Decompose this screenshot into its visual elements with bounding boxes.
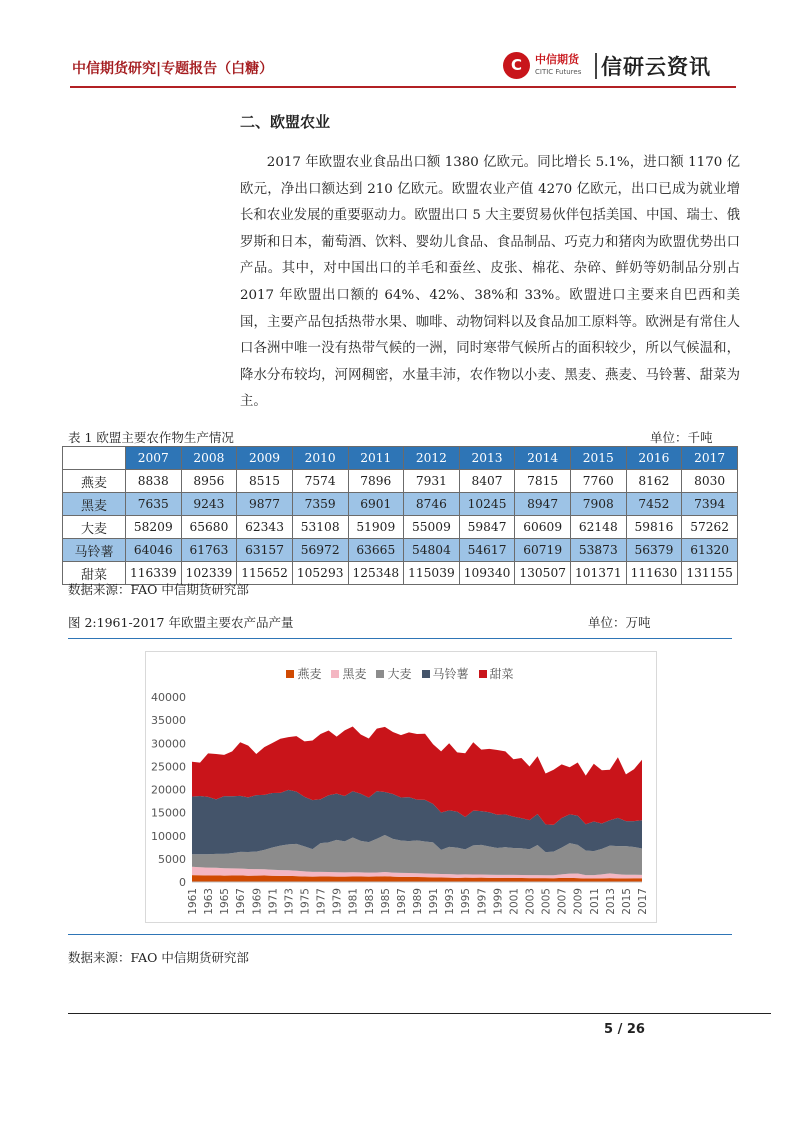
table-cell: 105293 bbox=[292, 562, 348, 585]
figure-source: 数据来源：FAO 中信期货研究部 bbox=[68, 950, 249, 965]
table-cell: 9877 bbox=[237, 493, 293, 516]
figure-unit: 单位：万吨 bbox=[588, 615, 651, 630]
x-tick-label: 1981 bbox=[347, 888, 360, 915]
row-crop-name: 大麦 bbox=[63, 516, 126, 539]
table-cell: 10245 bbox=[459, 493, 515, 516]
legend-label: 黑麦 bbox=[342, 667, 367, 681]
legend-swatch bbox=[479, 670, 487, 678]
legend-item bbox=[479, 667, 514, 681]
y-tick-label: 25000 bbox=[151, 760, 186, 774]
crop-production-table bbox=[62, 446, 738, 585]
table-cell: 7908 bbox=[571, 493, 627, 516]
table-cell: 7394 bbox=[682, 493, 738, 516]
x-tick-label: 1983 bbox=[363, 888, 376, 915]
table-cell: 8515 bbox=[237, 470, 293, 493]
x-tick-label: 2011 bbox=[588, 888, 601, 915]
table-row bbox=[63, 470, 738, 493]
x-tick-label: 1977 bbox=[315, 888, 328, 915]
table-cell: 55009 bbox=[404, 516, 460, 539]
table-cell: 58209 bbox=[126, 516, 182, 539]
row-crop-name: 马铃薯 bbox=[63, 539, 126, 562]
table-cell: 53108 bbox=[292, 516, 348, 539]
table-cell: 65680 bbox=[181, 516, 237, 539]
table-cell: 56379 bbox=[626, 539, 682, 562]
table-cell: 62343 bbox=[237, 516, 293, 539]
x-tick-label: 1991 bbox=[428, 888, 441, 915]
table-cell: 51909 bbox=[348, 516, 404, 539]
figure-caption: 图 2:1961-2017 年欧盟主要农产品产量 bbox=[68, 615, 294, 630]
table-cell: 6901 bbox=[348, 493, 404, 516]
x-tick-label: 1989 bbox=[412, 888, 424, 915]
table-cell: 115039 bbox=[404, 562, 460, 585]
table-corner-cell bbox=[63, 447, 126, 470]
legend-swatch bbox=[376, 670, 384, 678]
table-header-row bbox=[63, 447, 738, 470]
table-cell: 7815 bbox=[515, 470, 571, 493]
y-tick-label: 20000 bbox=[151, 783, 186, 797]
table-row bbox=[63, 539, 738, 562]
x-tick-label: 2003 bbox=[524, 888, 537, 915]
year-header: 2009 bbox=[237, 447, 293, 470]
table-cell: 61320 bbox=[682, 539, 738, 562]
citic-logo bbox=[503, 48, 733, 84]
table-cell: 102339 bbox=[181, 562, 237, 585]
table-cell: 8838 bbox=[126, 470, 182, 493]
table-cell: 60609 bbox=[515, 516, 571, 539]
row-crop-name: 燕麦 bbox=[63, 470, 126, 493]
y-tick-label: 35000 bbox=[151, 714, 186, 728]
footer-rule bbox=[68, 1013, 771, 1014]
table-cell: 60719 bbox=[515, 539, 571, 562]
x-tick-label: 2007 bbox=[556, 888, 569, 915]
table-cell: 101371 bbox=[571, 562, 627, 585]
table-cell: 54617 bbox=[459, 539, 515, 562]
chart-legend bbox=[145, 665, 655, 682]
table-cell: 57262 bbox=[682, 516, 738, 539]
y-tick-label: 15000 bbox=[151, 806, 186, 820]
table-row bbox=[63, 493, 738, 516]
table-cell: 7931 bbox=[404, 470, 460, 493]
y-tick-label: 40000 bbox=[151, 691, 186, 704]
table-cell: 9243 bbox=[181, 493, 237, 516]
x-tick-label: 2017 bbox=[637, 888, 649, 915]
year-header: 2008 bbox=[181, 447, 237, 470]
x-tick-label: 1973 bbox=[283, 888, 296, 915]
table-cell: 56972 bbox=[292, 539, 348, 562]
table-cell: 59816 bbox=[626, 516, 682, 539]
table-cell: 7635 bbox=[126, 493, 182, 516]
year-header: 2017 bbox=[682, 447, 738, 470]
table-cell: 8746 bbox=[404, 493, 460, 516]
table-cell: 53873 bbox=[571, 539, 627, 562]
table-cell: 7574 bbox=[292, 470, 348, 493]
logo-divider bbox=[595, 53, 597, 79]
table-cell: 130507 bbox=[515, 562, 571, 585]
table-cell: 8407 bbox=[459, 470, 515, 493]
legend-label: 甜菜 bbox=[489, 667, 514, 681]
table-cell: 7359 bbox=[292, 493, 348, 516]
y-tick-label: 10000 bbox=[151, 829, 186, 843]
table-cell: 8947 bbox=[515, 493, 571, 516]
x-tick-label: 1975 bbox=[299, 888, 312, 915]
legend-item bbox=[286, 667, 321, 681]
table-cell: 54804 bbox=[404, 539, 460, 562]
legend-swatch bbox=[286, 670, 294, 678]
table-unit: 单位：千吨 bbox=[650, 430, 713, 445]
table-cell: 109340 bbox=[459, 562, 515, 585]
year-header: 2013 bbox=[459, 447, 515, 470]
legend-item bbox=[331, 667, 366, 681]
legend-swatch bbox=[422, 670, 430, 678]
table-cell: 8956 bbox=[181, 470, 237, 493]
x-tick-label: 2013 bbox=[604, 888, 617, 915]
table-cell: 63665 bbox=[348, 539, 404, 562]
table-cell: 7452 bbox=[626, 493, 682, 516]
page-number: 5 / 26 bbox=[604, 1022, 645, 1037]
x-tick-label: 1963 bbox=[203, 888, 216, 915]
section-heading: 二、欧盟农业 bbox=[240, 113, 331, 131]
report-header-title: 中信期货研究|专题报告（白糖） bbox=[72, 61, 274, 77]
chart-canvas bbox=[146, 652, 656, 922]
year-header: 2011 bbox=[348, 447, 404, 470]
x-tick-label: 2005 bbox=[540, 888, 553, 915]
legend-label: 大麦 bbox=[387, 667, 412, 681]
stacked-area-chart bbox=[145, 651, 657, 923]
year-header: 2012 bbox=[404, 447, 460, 470]
legend-item bbox=[376, 667, 411, 681]
table-cell: 131155 bbox=[682, 562, 738, 585]
x-tick-label: 1979 bbox=[331, 888, 344, 915]
row-crop-name: 甜菜 bbox=[63, 562, 126, 585]
x-tick-label: 2009 bbox=[572, 888, 585, 915]
x-tick-label: 1967 bbox=[235, 888, 248, 915]
x-tick-label: 1965 bbox=[219, 888, 232, 915]
body-paragraph: 2017 年欧盟农业食品出口额 1380 亿欧元。同比增长 5.1%，进口额 1170 亿欧元，净出口额达到 210 亿欧元。欧盟农业产值 4270 亿欧元，出口已成为就业增长和农业发展的重要驱动力。欧盟出口 5 大主要贸易伙伴包括美国、中国、瑞士、俄罗斯和日本，葡萄酒、饮料、婴幼儿食品、食品制品、巧克力和猪肉为欧盟优势出口产品。其中，对中国出口的羊毛和蚕丝、皮张、棉花、杂碎、鲜奶等奶制品分别占 2017 年欧盟出口额的 64%、42%、38%和 33%。欧盟进口主要来自巴西和美国，主要产品包括热带水果、咖啡、动物饲料以及食品加工原料等。欧洲是有常住人口各洲中唯一没有热带气候的一洲，同时寒带气候所占的面积较少，所以气候温和，降水分布较均，河网稠密，水量丰沛，农作物以小麦、黑麦、燕麦、马铃薯、甜菜为主。 bbox=[240, 155, 740, 410]
table-source: 数据来源：FAO 中信期货研究部 bbox=[68, 582, 249, 597]
x-tick-label: 1993 bbox=[444, 888, 457, 915]
table-cell: 8030 bbox=[682, 470, 738, 493]
header-rule bbox=[70, 86, 736, 88]
table-cell: 59847 bbox=[459, 516, 515, 539]
table-cell: 8162 bbox=[626, 470, 682, 493]
year-header: 2007 bbox=[126, 447, 182, 470]
x-tick-label: 1985 bbox=[379, 888, 392, 915]
year-header: 2015 bbox=[571, 447, 627, 470]
year-header: 2014 bbox=[515, 447, 571, 470]
x-tick-label: 1969 bbox=[251, 888, 264, 915]
logo-en-text: CITIC Futures bbox=[535, 68, 582, 76]
figure-rule-top bbox=[68, 638, 732, 639]
y-tick-label: 0 bbox=[179, 876, 186, 889]
table-cell: 63157 bbox=[237, 539, 293, 562]
table-cell: 61763 bbox=[181, 539, 237, 562]
x-tick-label: 1971 bbox=[267, 888, 280, 915]
year-header: 2010 bbox=[292, 447, 348, 470]
brand-name: 信研云资讯 bbox=[601, 55, 711, 79]
legend-label: 燕麦 bbox=[297, 667, 322, 681]
legend-label: 马铃薯 bbox=[432, 667, 469, 681]
figure-rule-bottom bbox=[68, 934, 732, 935]
row-crop-name: 黑麦 bbox=[63, 493, 126, 516]
x-tick-label: 1987 bbox=[395, 888, 408, 915]
table-cell: 7760 bbox=[571, 470, 627, 493]
table-cell: 7896 bbox=[348, 470, 404, 493]
table-cell: 115652 bbox=[237, 562, 293, 585]
x-tick-label: 2001 bbox=[508, 888, 521, 915]
table-cell: 64046 bbox=[126, 539, 182, 562]
table-caption: 表 1 欧盟主要农作物生产情况 bbox=[68, 430, 234, 445]
x-tick-label: 1995 bbox=[460, 888, 473, 915]
legend-swatch bbox=[331, 670, 339, 678]
table-row bbox=[63, 516, 738, 539]
table-cell: 116339 bbox=[126, 562, 182, 585]
y-tick-label: 5000 bbox=[158, 852, 186, 866]
table-cell: 125348 bbox=[348, 562, 404, 585]
year-header: 2016 bbox=[626, 447, 682, 470]
table-cell: 62148 bbox=[571, 516, 627, 539]
y-tick-label: 30000 bbox=[151, 737, 186, 751]
x-tick-label: 1997 bbox=[476, 888, 489, 915]
citic-logo-icon: C bbox=[503, 52, 530, 79]
x-tick-label: 1999 bbox=[492, 888, 505, 915]
legend-item bbox=[422, 667, 469, 681]
x-tick-label: 1961 bbox=[187, 888, 199, 915]
x-tick-label: 2015 bbox=[620, 888, 633, 915]
logo-cn-text: 中信期货 bbox=[535, 53, 579, 66]
table-cell: 111630 bbox=[626, 562, 682, 585]
